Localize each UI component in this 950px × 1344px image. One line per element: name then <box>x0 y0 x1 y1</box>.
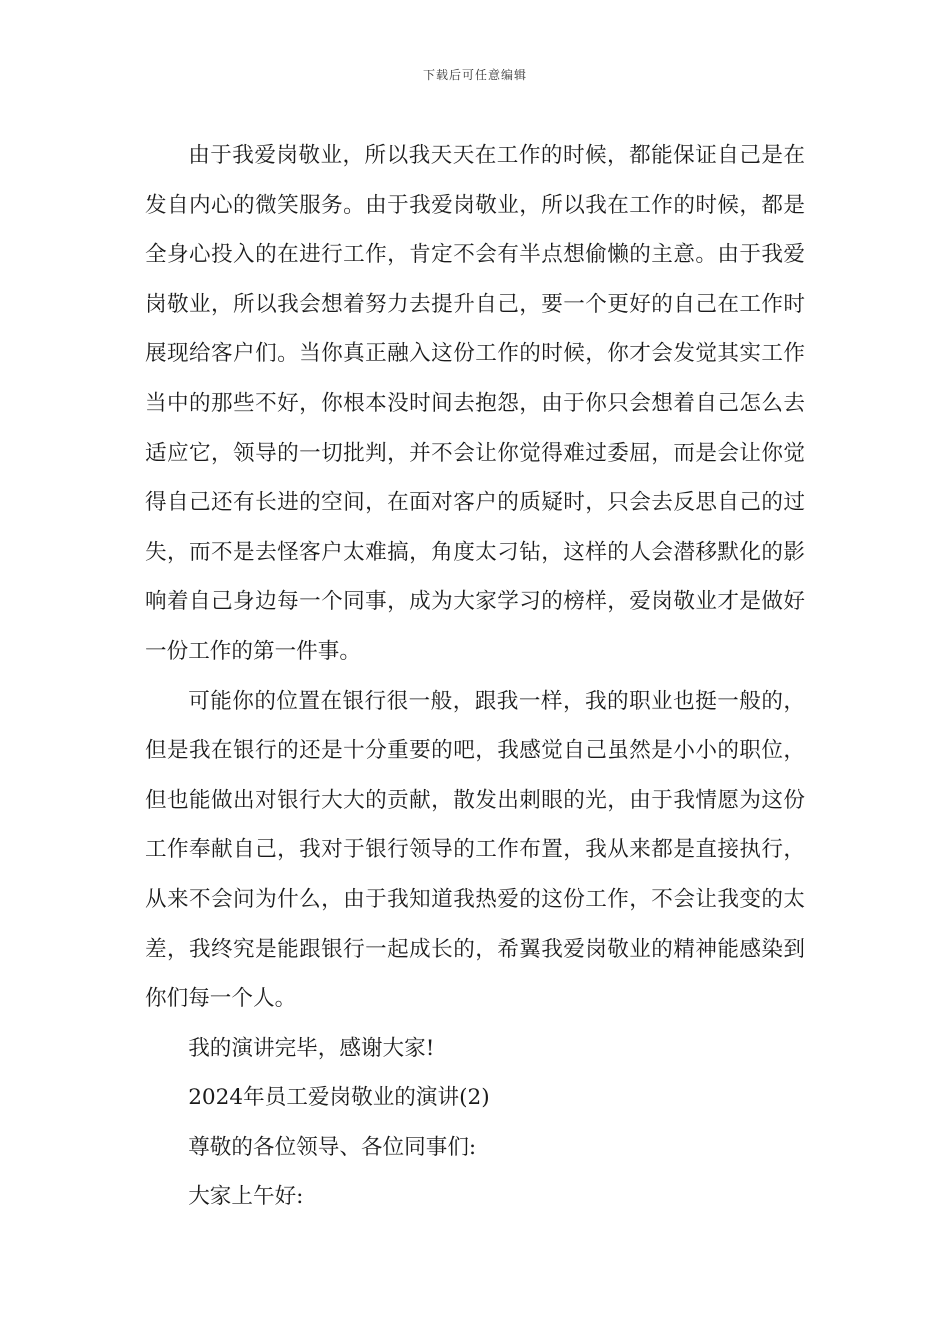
section-title: 2024年员工爱岗敬业的演讲(2) <box>188 1085 490 1111</box>
paragraph-closing: 我的演讲完毕，感谢大家! <box>188 1035 435 1061</box>
paragraph-position: 可能你的位置在银行很一般，跟我一样，我的职业也挺一般的，但是我在银行的还是十分重要的吧，我感觉自己虽然是小小的职位，但也能做出对银行大大的贡献，散发出刺眼的光，由于我情愿为这份工作奉献自己，我对于银行领导的工作布置，我从来都是直接执行，从来不会问为什么，由于我知道我热爱的这份工作，不会让我变的太差，我终究是能跟银行一起成长的，希翼我爱岗敬业的精神能感染到你们每一个人。 <box>145 688 805 1012</box>
paragraph-dedication: 由于我爱岗敬业，所以我天天在工作的时候，都能保证自己是在发自内心的微笑服务。由于我爱岗敬业，所以我在工作的时候，都是全身心投入的在进行工作，肯定不会有半点想偷懒的主意。由于我爱岗敬业，所以我会想着努力去提升自己，要一个更好的自己在工作时展现给客户们。当你真正融入这份工作的时候，你才会发觉其实工作当中的那些不好，你根本没时间去抱怨，由于你只会想着自己怎么去适应它，领导的一切批判，并不会让你觉得难过委屈，而是会让你觉得自己还有长进的空间，在面对客户的质疑时，只会去反思自己的过失，而不是去怪客户太难搞，角度太刁钻，这样的人会潜移默化的影响着自己身边每一个同事，成为大家学习的榜样，爱岗敬业才是做好一份工作的第一件事。 <box>145 143 805 664</box>
greeting: 大家上午好: <box>188 1184 304 1210</box>
page-header: 下载后可任意编辑 <box>422 68 527 82</box>
salutation: 尊敬的各位领导、各位同事们: <box>188 1134 477 1160</box>
document-body <box>145 131 805 1222</box>
